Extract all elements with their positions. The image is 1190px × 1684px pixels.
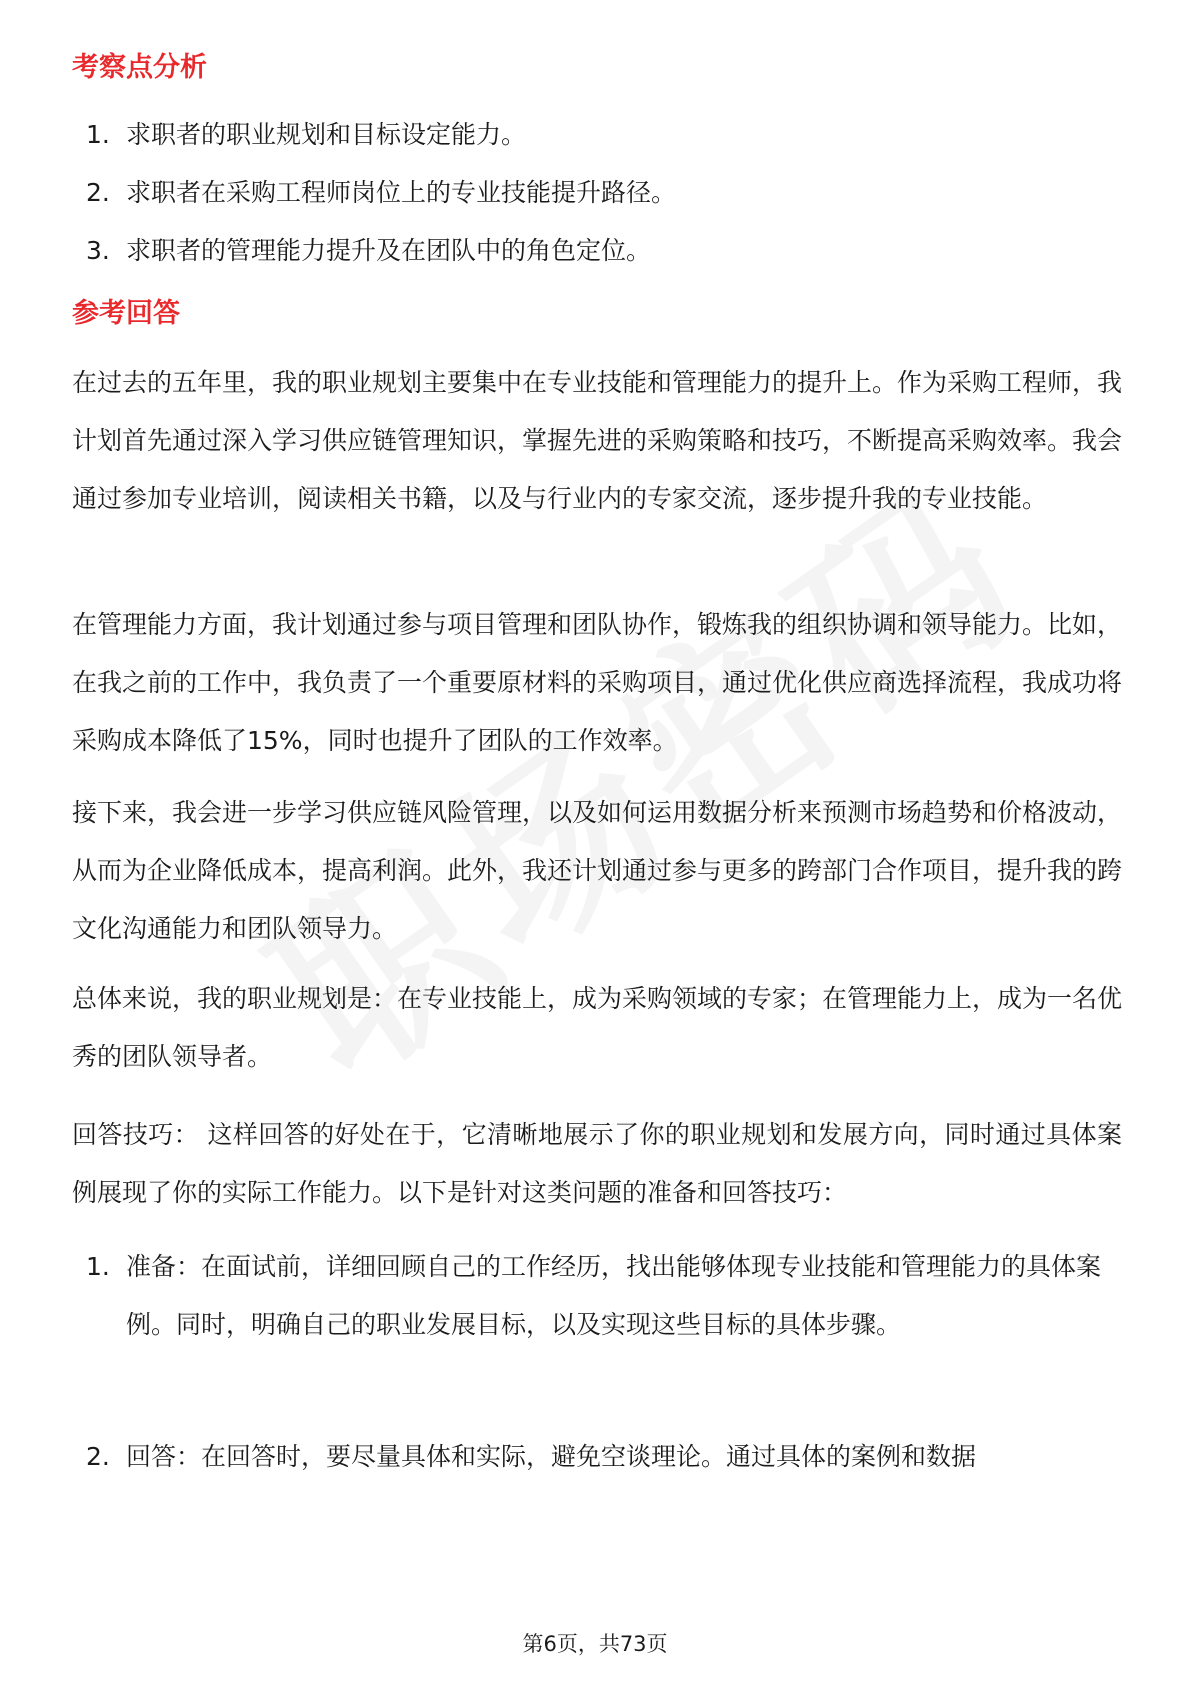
list-item-text: 求职者的管理能力提升及在团队中的角色定位。 xyxy=(126,236,652,265)
list-item xyxy=(72,164,1132,222)
list-item xyxy=(72,106,1132,164)
analysis-list xyxy=(72,106,1132,280)
list-item-text: 求职者在采购工程师岗位上的专业技能提升路径。 xyxy=(126,178,677,207)
answer-paragraph-4: 总体来说，我的职业规划是：在专业技能上，成为采购领域的专家；在管理能力上，成为一名优秀的团队领导者。 xyxy=(72,984,1123,1071)
answer-paragraph-3: 接下来，我会进一步学习供应链风险管理，以及如何运用数据分析来预测市场趋势和价格波动，从而为企业降低成本，提高利润。此外，我还计划通过参与更多的跨部门合作项目，提升我的跨文化沟通能力和团队领导力。 xyxy=(72,798,1123,943)
page-footer: 第6页，共73页 xyxy=(522,1632,668,1656)
list-item xyxy=(72,222,1132,280)
list-number: 1. xyxy=(86,1252,110,1281)
list-item-text: 准备：在面试前，详细回顾自己的工作经历，找出能够体现专业技能和管理能力的具体案例。同时，明确自己的职业发展目标，以及实现这些目标的具体步骤。 xyxy=(126,1252,1102,1339)
answer-paragraph-2: 在管理能力方面，我计划通过参与项目管理和团队协作，锻炼我的组织协调和领导能力。比如，在我之前的工作中，我负责了一个重要原材料的采购项目，通过优化供应商选择流程，我成功将采购成本降低了15%，同时也提升了团队的工作效率。 xyxy=(72,610,1123,755)
list-item-text: 求职者的职业规划和目标设定能力。 xyxy=(126,120,527,149)
list-item xyxy=(72,1428,1132,1486)
list-number: 2. xyxy=(86,1442,110,1471)
section-heading-answer: 参考回答 xyxy=(72,298,180,329)
section-heading-analysis: 考察点分析 xyxy=(72,52,207,83)
tips-list xyxy=(72,1238,1132,1354)
list-item-text: 回答：在回答时，要尽量具体和实际，避免空谈理论。通过具体的案例和数据 xyxy=(126,1442,977,1471)
list-number: 2. xyxy=(86,178,110,207)
list-item xyxy=(72,1238,1132,1354)
answer-paragraph-1: 在过去的五年里，我的职业规划主要集中在专业技能和管理能力的提升上。作为采购工程师，我计划首先通过深入学习供应链管理知识，掌握先进的采购策略和技巧，不断提高采购效率。我会通过参加专业培训，阅读相关书籍，以及与行业内的专家交流，逐步提升我的专业技能。 xyxy=(72,368,1123,513)
tips-list-continued xyxy=(72,1428,1132,1486)
list-number: 3. xyxy=(86,236,110,265)
answer-paragraph-tips-intro: 回答技巧： 这样回答的好处在于，它清晰地展示了你的职业规划和发展方向，同时通过具体案例展现了你的实际工作能力。以下是针对这类问题的准备和回答技巧： xyxy=(72,1120,1122,1207)
list-number: 1. xyxy=(86,120,110,149)
